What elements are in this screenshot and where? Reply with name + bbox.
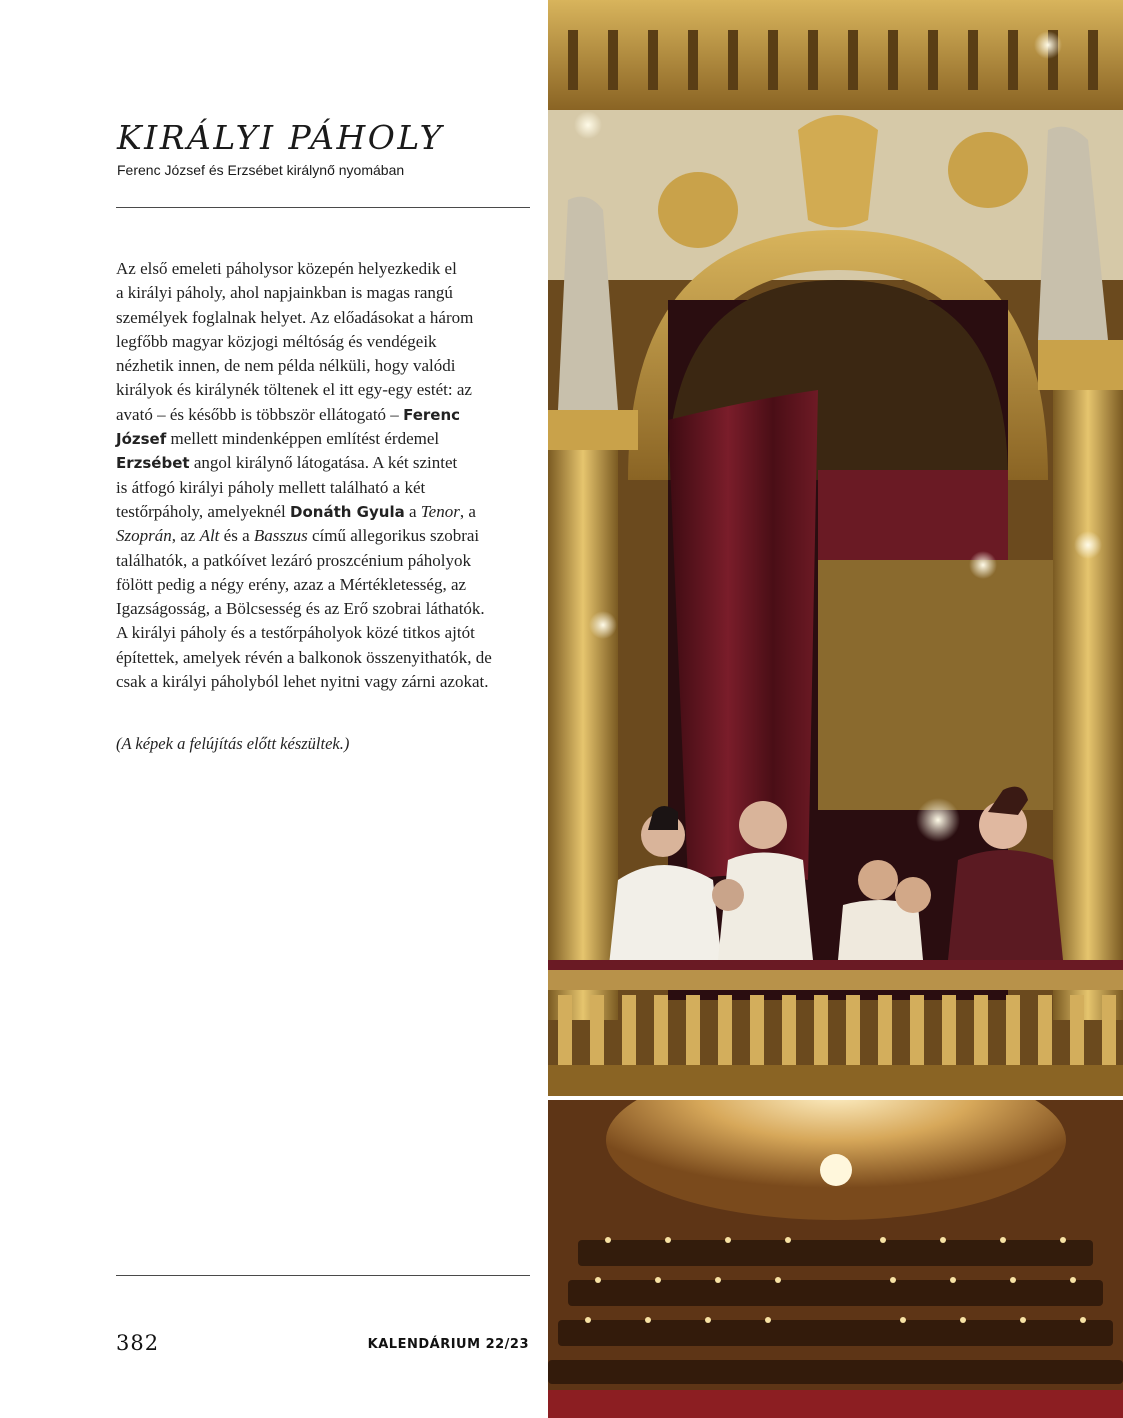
text-line: testőrpáholy, amelyeknél Donáth Gyula a Tenor, a [116,501,476,521]
text-line: legfőbb magyar közjogi méltóság és vendégeik [116,331,437,351]
text-line: Erzsébet angol királynő látogatása. A két szintet [116,453,458,473]
bottom-divider [116,1275,530,1276]
text-line: személyek foglalnak helyet. Az előadásokat a három [116,307,474,327]
page-number: 382 [116,1331,160,1355]
text-line: Szoprán, az Alt és a Basszus című allegorikus szobrai [116,526,480,546]
name-highlight: Ferenc [403,405,461,424]
name-highlight: József [116,430,167,449]
text-line: József mellett mindenképpen említést érdemel [116,429,440,449]
text-line: királyok és királynék töltenek el itt egy-egy estét: az [116,380,472,400]
page-title: KIRÁLYI PÁHOLY [117,118,444,157]
text-line: találhatók, a patkóívet lezáró proszcénium páholyok [116,550,471,570]
text-line: nézhetik innen, de nem példa nélküli, hogy valódi [116,356,456,376]
text-line: is átfogó királyi páholy mellett található a két [116,477,426,497]
article-body [116,257,534,694]
text-line: fölött pedig a négy erény, azaz a Mértékletesség, az [116,574,467,594]
page-subtitle: Ferenc József és Erzsébet királynő nyomában [117,162,405,178]
text-line: Az első emeleti páholysor közepén helyezkedik el [116,259,457,278]
image-caption: (A képek a felújítás előtt készültek.) [116,734,350,753]
name-highlight: Donáth Gyula [290,502,405,521]
running-head: KALENDÁRIUM 22/23 [367,1337,529,1352]
text-line: A királyi páholy és a testőrpáholyok közé titkos ajtót [116,623,475,643]
text-line: építettek, amelyek révén a balkonok összenyithatók, de [116,647,492,667]
text-line: a királyi páholy, ahol napjainkban is magas rangú [116,283,453,303]
royal-box-photo [548,0,1123,1096]
text-line: csak a királyi páholyból lehet nyitni vagy zárni azokat. [116,672,489,692]
auditorium-photo [548,1100,1123,1418]
text-line: avató – és később is többször ellátogató – Ferenc [116,404,461,424]
text-line: Igazságosság, a Bölcsesség és az Erő szobrai láthatók. [116,599,485,619]
top-divider [116,207,530,208]
name-highlight: Erzsébet [116,454,190,473]
